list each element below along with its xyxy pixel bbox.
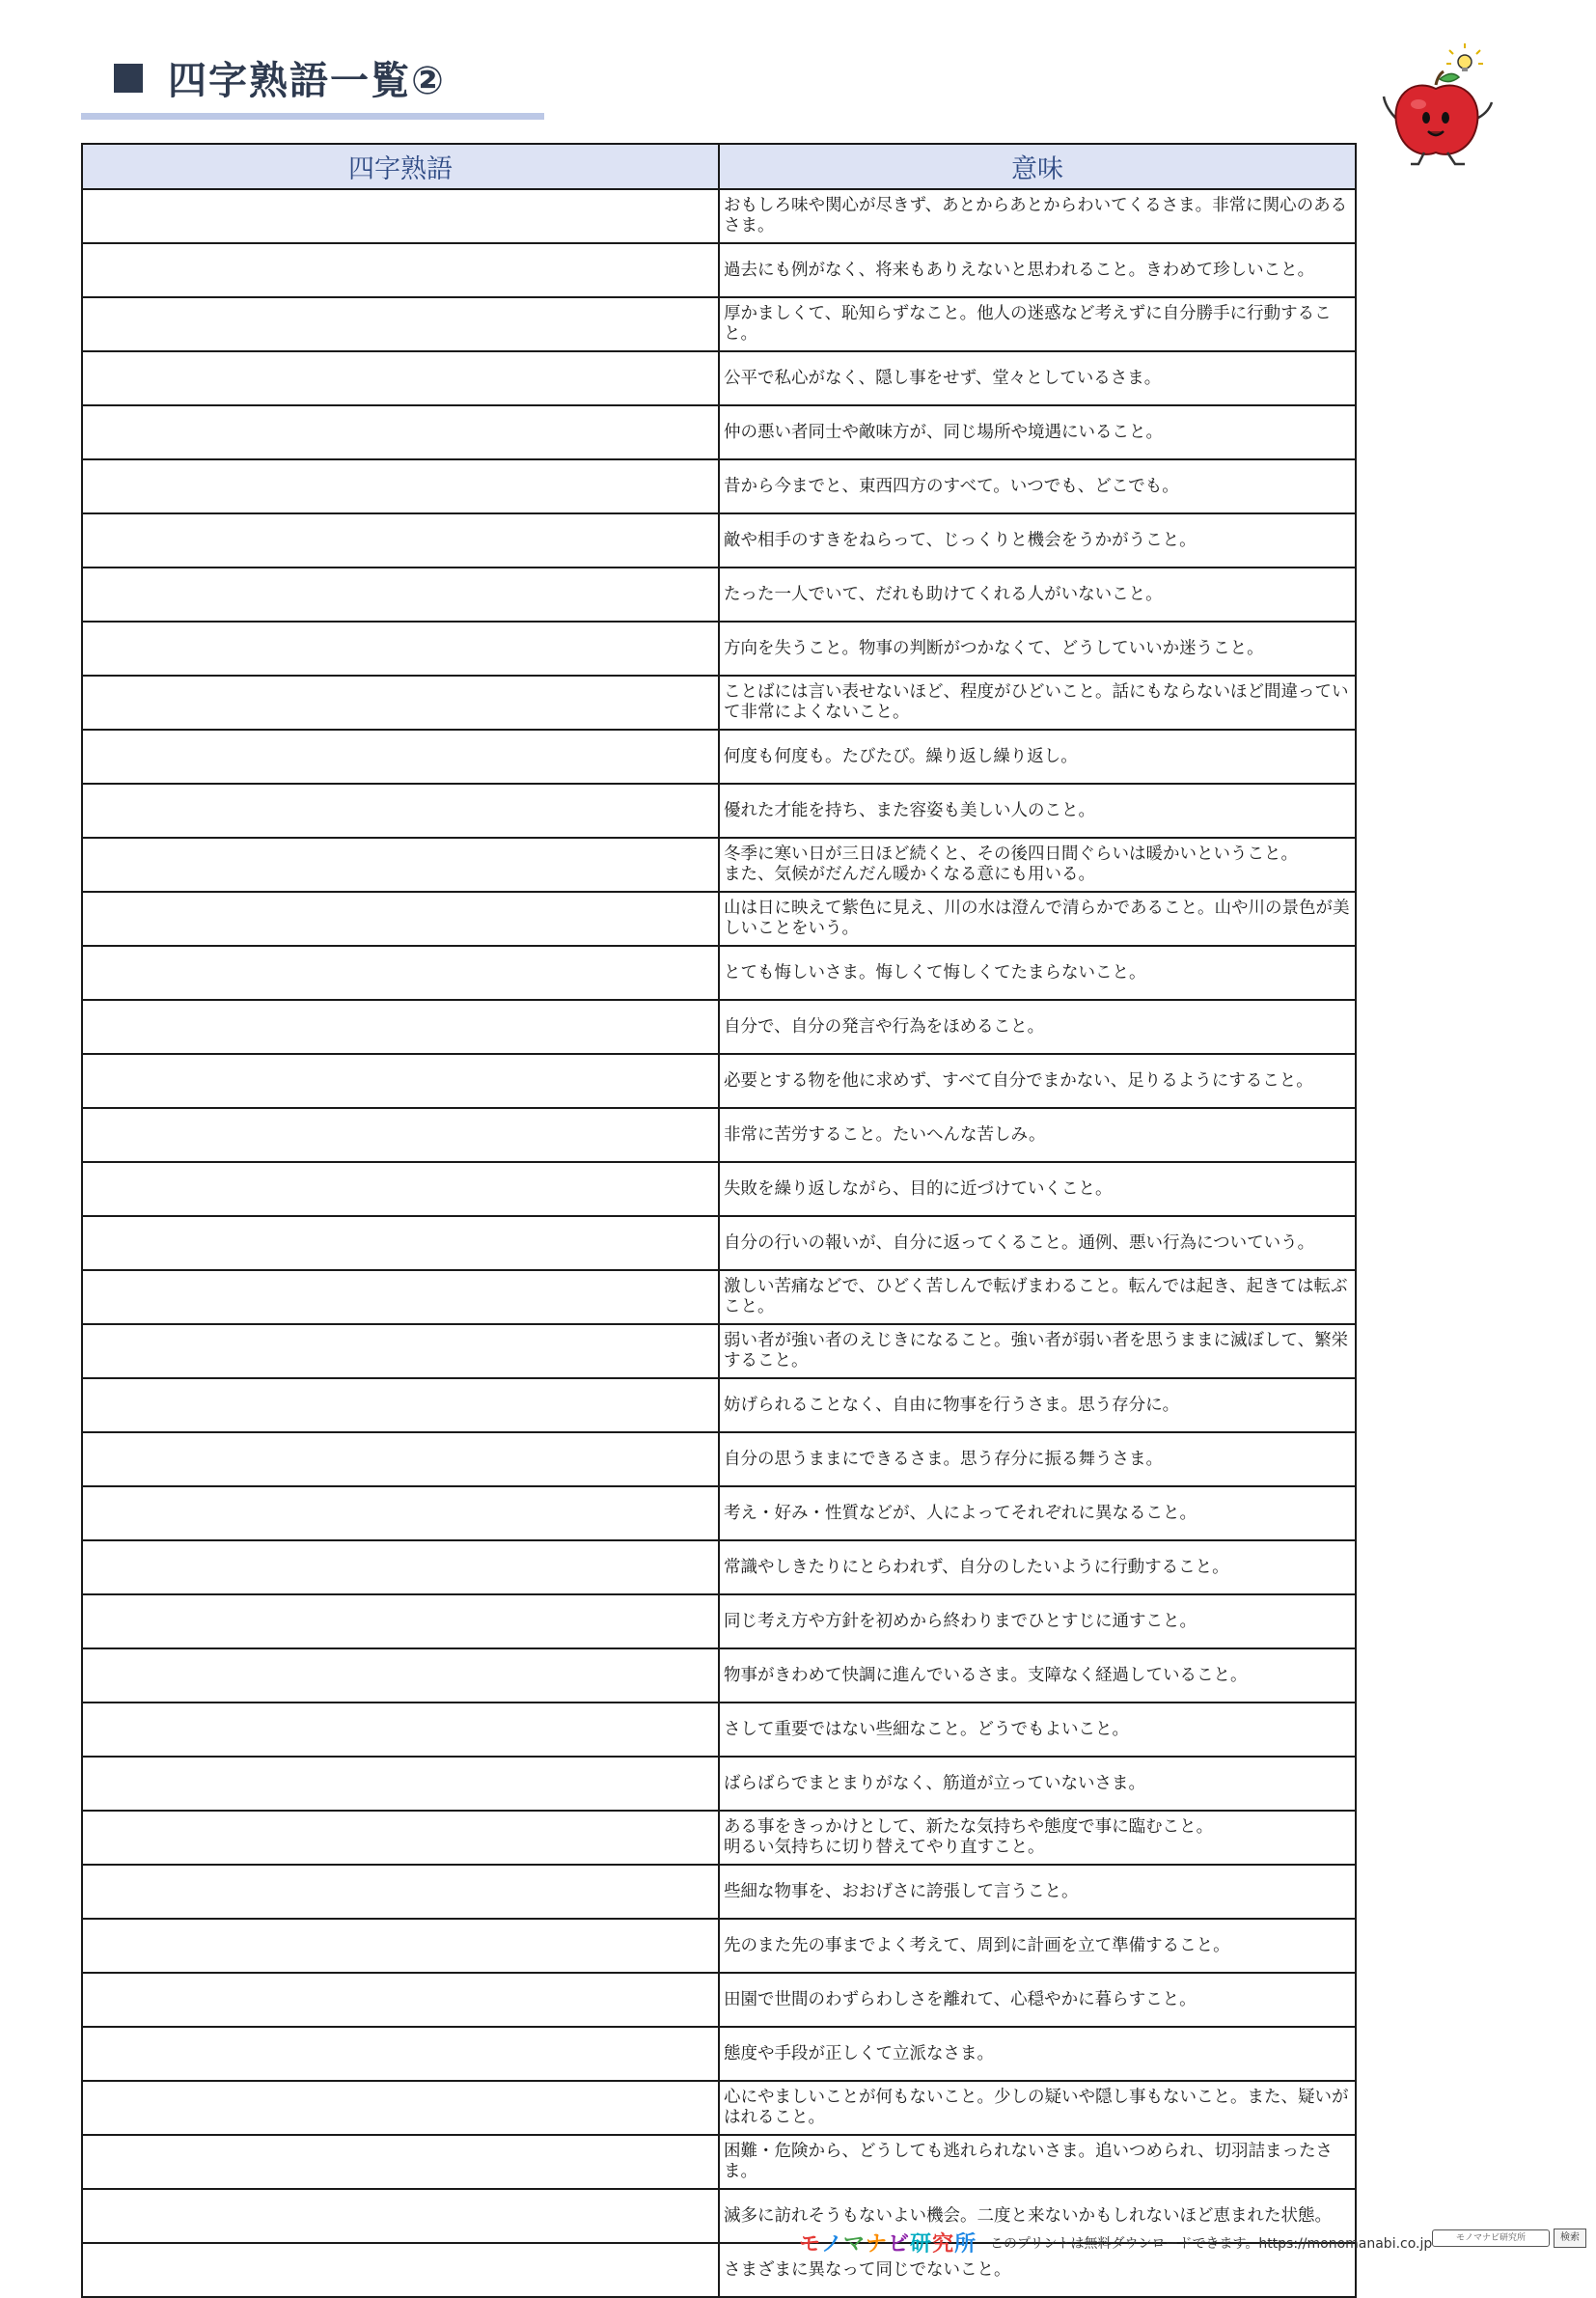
word-cell[interactable]: [82, 1865, 719, 1919]
word-cell[interactable]: [82, 1270, 719, 1324]
footer-search-box: モノマナビ研究所: [1432, 2229, 1550, 2247]
meaning-cell: 物事がきわめて快調に進んでいるさま。支障なく経過していること。: [719, 1648, 1356, 1703]
meaning-cell: 厚かましくて、恥知らずなこと。他人の迷惑など考えずに自分勝手に行動すること。: [719, 297, 1356, 351]
table-row: [82, 1378, 1356, 1432]
table-row: [82, 1594, 1356, 1648]
meaning-cell: ことばには言い表せないほど、程度がひどいこと。話にもならないほど間違っていて非常によくないこと。: [719, 676, 1356, 730]
meaning-cell: 山は日に映えて紫色に見え、川の水は澄んで清らかであること。山や川の景色が美しいことをいう。: [719, 892, 1356, 946]
word-cell[interactable]: [82, 1648, 719, 1703]
footer-logo-char: ビ: [888, 2232, 911, 2256]
word-cell[interactable]: [82, 1324, 719, 1378]
word-cell[interactable]: [82, 1540, 719, 1594]
meaning-cell: 滅多に訪れそうもないよい機会。二度と来ないかもしれないほど恵まれた状態。: [719, 2189, 1356, 2243]
table-row: [82, 1000, 1356, 1054]
word-cell[interactable]: [82, 946, 719, 1000]
word-cell[interactable]: [82, 189, 719, 243]
table-row: [82, 784, 1356, 838]
table-row: [82, 351, 1356, 405]
word-cell[interactable]: [82, 730, 719, 784]
footer-logo-char: ノ: [821, 2232, 844, 2256]
word-cell[interactable]: [82, 1216, 719, 1270]
footer-logo-char: ナ: [866, 2232, 889, 2256]
meaning-cell: 些細な物事を、おおげさに誇張して言うこと。: [719, 1865, 1356, 1919]
word-cell[interactable]: [82, 1973, 719, 2027]
word-cell[interactable]: [82, 838, 719, 892]
word-cell[interactable]: [82, 243, 719, 297]
table-row: [82, 1919, 1356, 1973]
meaning-cell: 仲の悪い者同士や敵味方が、同じ場所や境遇にいること。: [719, 405, 1356, 459]
meaning-cell: 過去にも例がなく、将来もありえないと思われること。きわめて珍しいこと。: [719, 243, 1356, 297]
word-cell[interactable]: [82, 297, 719, 351]
lightbulb-icon: [1446, 43, 1483, 71]
word-cell[interactable]: [82, 568, 719, 622]
table-row: [82, 1757, 1356, 1811]
table-row: [82, 730, 1356, 784]
meaning-cell: 昔から今までと、東西四方のすべて。いつでも、どこでも。: [719, 459, 1356, 513]
word-cell[interactable]: [82, 1757, 719, 1811]
meaning-cell: 態度や手段が正しくて立派なさま。: [719, 2027, 1356, 2081]
footer: [0, 2228, 1596, 2256]
column-header-word: 四字熟語: [82, 144, 719, 189]
footer-logo-char: 所: [954, 2232, 977, 2256]
word-cell[interactable]: [82, 2135, 719, 2189]
table-row: [82, 622, 1356, 676]
word-cell[interactable]: [82, 405, 719, 459]
word-cell[interactable]: [82, 1378, 719, 1432]
meaning-cell: 冬季に寒い日が三日ほど続くと、その後四日間ぐらいは暖かいということ。 また、気候がだんだん暖かくなる意にも用いる。: [719, 838, 1356, 892]
footer-logo-char: マ: [843, 2232, 867, 2256]
word-cell[interactable]: [82, 1000, 719, 1054]
table-row: [82, 459, 1356, 513]
meaning-cell: 弱い者が強い者のえじきになること。強い者が弱い者を思うままに滅ぼして、繁栄すること。: [719, 1324, 1356, 1378]
word-cell[interactable]: [82, 1108, 719, 1162]
table-row: [82, 1648, 1356, 1703]
table-row: [82, 1054, 1356, 1108]
yojijukugo-table: [81, 143, 1357, 2298]
table-row: [82, 568, 1356, 622]
column-header-meaning: 意味: [719, 144, 1356, 189]
table-row: [82, 1703, 1356, 1757]
table-row: [82, 1811, 1356, 1865]
meaning-cell: 公平で私心がなく、隠し事をせず、堂々としているさま。: [719, 351, 1356, 405]
meaning-cell: 心にやましいことが何もないこと。少しの疑いや隠し事もないこと。また、疑いがはれること。: [719, 2081, 1356, 2135]
meaning-cell: 必要とする物を他に求めず、すべて自分でまかない、足りるようにすること。: [719, 1054, 1356, 1108]
meaning-cell: 考え・好み・性質などが、人によってそれぞれに異なること。: [719, 1486, 1356, 1540]
meaning-cell: 敵や相手のすきをねらって、じっくりと機会をうかがうこと。: [719, 513, 1356, 568]
word-cell[interactable]: [82, 1432, 719, 1486]
table-row: [82, 946, 1356, 1000]
table-row: [82, 513, 1356, 568]
word-cell[interactable]: [82, 622, 719, 676]
word-cell[interactable]: [82, 1594, 719, 1648]
meaning-cell: 激しい苦痛などで、ひどく苦しんで転げまわること。転んでは起き、起きては転ぶこと。: [719, 1270, 1356, 1324]
meaning-cell: 同じ考え方や方針を初めから終わりまでひとすじに通すこと。: [719, 1594, 1356, 1648]
table-row: [82, 676, 1356, 730]
meaning-cell: 非常に苦労すること。たいへんな苦しみ。: [719, 1108, 1356, 1162]
table-row: [82, 892, 1356, 946]
word-cell[interactable]: [82, 1811, 719, 1865]
word-cell[interactable]: [82, 513, 719, 568]
table-header-row: [82, 144, 1356, 189]
table-row: [82, 1540, 1356, 1594]
word-cell[interactable]: [82, 892, 719, 946]
table-row: [82, 1270, 1356, 1324]
meaning-cell: 常識やしきたりにとらわれず、自分のしたいように行動すること。: [719, 1540, 1356, 1594]
meaning-cell: 田園で世間のわずらわしさを離れて、心穏やかに暮らすこと。: [719, 1973, 1356, 2027]
table-row: [82, 297, 1356, 351]
table-row: [82, 2081, 1356, 2135]
apple-mascot-icon: [1376, 41, 1500, 168]
table-row: [82, 405, 1356, 459]
table-row: [82, 2135, 1356, 2189]
footer-search-button: 検索: [1554, 2229, 1586, 2248]
table-row: [82, 1865, 1356, 1919]
meaning-cell: とても悔しいさま。悔しくて悔しくてたまらないこと。: [719, 946, 1356, 1000]
table-row: [82, 243, 1356, 297]
word-cell[interactable]: [82, 784, 719, 838]
word-cell[interactable]: [82, 1919, 719, 1973]
meaning-cell: たった一人でいて、だれも助けてくれる人がいないこと。: [719, 568, 1356, 622]
word-cell[interactable]: [82, 676, 719, 730]
footer-logo: [799, 2228, 977, 2257]
word-cell[interactable]: [82, 1486, 719, 1540]
meaning-cell: ある事をきっかけとして、新たな気持ちや態度で事に臨むこと。 明るい気持ちに切り替えてやり直すこと。: [719, 1811, 1356, 1865]
table-row: [82, 1108, 1356, 1162]
word-cell[interactable]: [82, 1054, 719, 1108]
footer-logo-char: 研: [910, 2232, 933, 2256]
meaning-cell: 優れた才能を持ち、また容姿も美しい人のこと。: [719, 784, 1356, 838]
meaning-cell: 何度も何度も。たびたび。繰り返し繰り返し。: [719, 730, 1356, 784]
footer-logo-char: 究: [932, 2232, 955, 2256]
table-row: [82, 1486, 1356, 1540]
word-cell[interactable]: [82, 2081, 719, 2135]
meaning-cell: さして重要ではない些細なこと。どうでもよいこと。: [719, 1703, 1356, 1757]
table-row: [82, 1162, 1356, 1216]
word-cell[interactable]: [82, 1703, 719, 1757]
word-cell[interactable]: [82, 2027, 719, 2081]
footer-logo-char: モ: [799, 2232, 822, 2256]
footer-note: このプリントは無料ダウンロードできます。https://monomanabi.co.jp: [990, 2236, 1433, 2252]
meaning-cell: 自分で、自分の発言や行為をほめること。: [719, 1000, 1356, 1054]
table-row: [82, 1432, 1356, 1486]
meaning-cell: 自分の行いの報いが、自分に返ってくること。通例、悪い行為についていう。: [719, 1216, 1356, 1270]
meaning-cell: さまざまに異なって同じでないこと。: [719, 2243, 1356, 2297]
meaning-cell: 方向を失うこと。物事の判断がつかなくて、どうしていいか迷うこと。: [719, 622, 1356, 676]
page-header: [114, 50, 446, 105]
table-row: [82, 838, 1356, 892]
title-bullet-square: [114, 64, 143, 93]
meaning-cell: 先のまた先の事までよく考えて、周到に計画を立て準備すること。: [719, 1919, 1356, 1973]
meaning-cell: 自分の思うままにできるさま。思う存分に振る舞うさま。: [719, 1432, 1356, 1486]
page-title: 四字熟語一覧②: [168, 59, 446, 103]
title-underline: [81, 113, 544, 120]
meaning-cell: おもしろ味や関心が尽きず、あとからあとからわいてくるさま。非常に関心のあるさま。: [719, 189, 1356, 243]
word-cell[interactable]: [82, 459, 719, 513]
meaning-cell: 困難・危険から、どうしても逃れられないさま。追いつめられ、切羽詰まったさま。: [719, 2135, 1356, 2189]
word-cell[interactable]: [82, 1162, 719, 1216]
table-row: [82, 2027, 1356, 2081]
meaning-cell: ばらばらでまとまりがなく、筋道が立っていないさま。: [719, 1757, 1356, 1811]
table-row: [82, 1324, 1356, 1378]
meaning-cell: 妨げられることなく、自由に物事を行うさま。思う存分に。: [719, 1378, 1356, 1432]
table-row: [82, 189, 1356, 243]
word-cell[interactable]: [82, 351, 719, 405]
table-row: [82, 1216, 1356, 1270]
table-body: [82, 189, 1356, 2297]
table-row: [82, 1973, 1356, 2027]
meaning-cell: 失敗を繰り返しながら、目的に近づけていくこと。: [719, 1162, 1356, 1216]
